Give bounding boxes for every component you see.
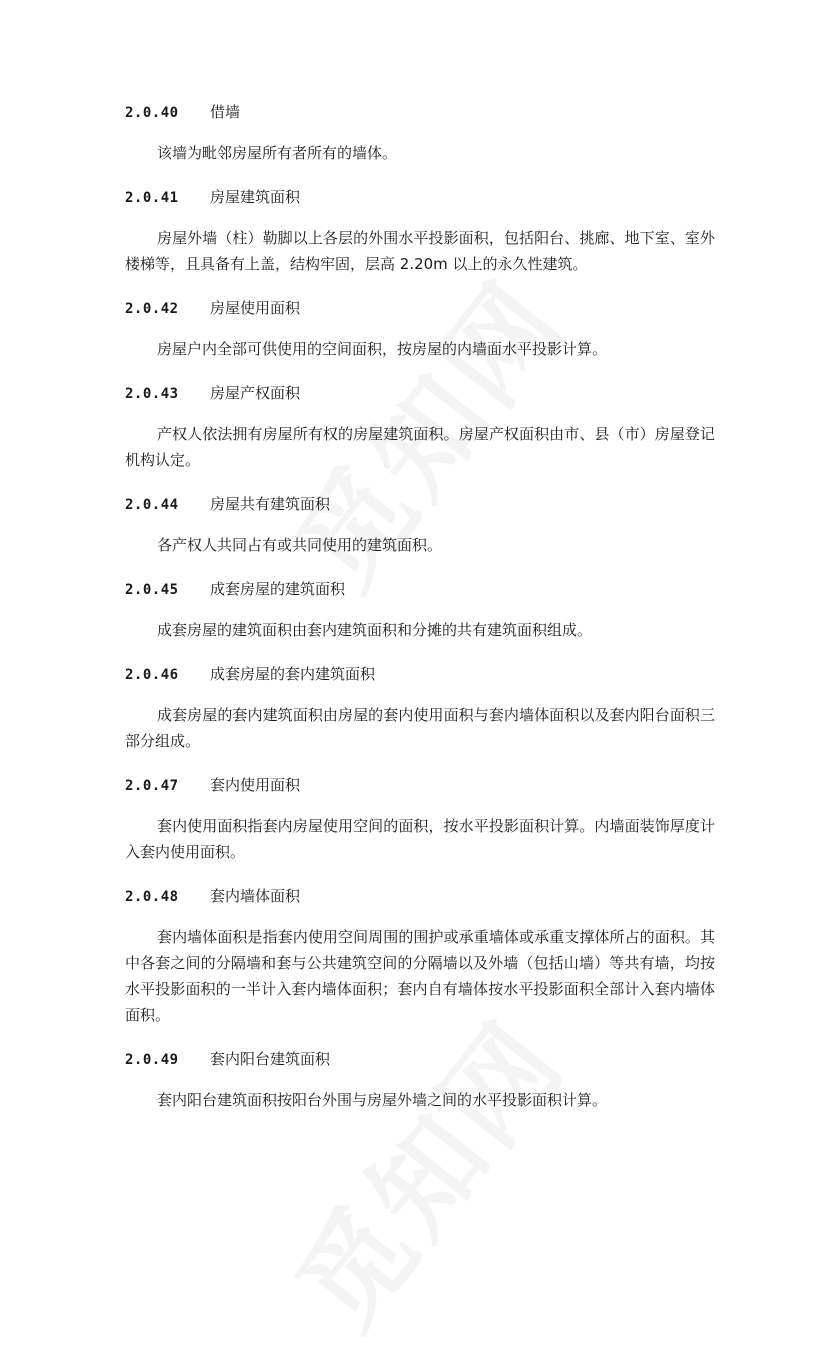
term-definition: 成套房屋的建筑面积由套内建筑面积和分摊的共有建筑面积组成。 [157,621,593,639]
definition-entry [125,379,715,473]
term-title: 借墙 [210,103,241,121]
definition-entry [125,575,715,643]
term-title: 房屋共有建筑面积 [210,495,331,513]
clause-number: 2.0.41 [125,190,179,206]
entry-heading [125,294,715,322]
entry-heading [125,575,715,603]
term-title: 成套房屋的套内建筑面积 [210,665,376,683]
clause-number: 2.0.45 [125,582,179,598]
term-definition: 套内使用面积指套内房屋使用空间的面积，按水平投影面积计算。内墙面装饰厚度计入套内使用面积。 [125,817,715,861]
clause-number: 2.0.42 [125,301,179,317]
definition-entry [125,183,715,277]
term-title: 套内阳台建筑面积 [210,1050,331,1068]
term-title: 套内墙体面积 [210,887,301,905]
definition-entry [125,1045,715,1113]
clause-number: 2.0.44 [125,497,179,513]
term-definition: 套内墙体面积是指套内使用空间周围的围护或承重墙体或承重支撑体所占的面积。其中各套之间的分隔墙和套与公共建筑空间的分隔墙以及外墙（包括山墙）等共有墙，均按水平投影面积的一半计入套内墙体面积；套内自有墙体按水平投影面积全部计入套内墙体面积。 [125,928,715,1024]
term-definition: 房屋外墙（柱）勒脚以上各层的外围水平投影面积，包括阳台、挑廊、地下室、室外楼梯等，且具备有上盖，结构牢固，层高 2.20m 以上的永久性建筑。 [125,229,715,273]
term-definition: 房屋户内全部可供使用的空间面积，按房屋的内墙面水平投影计算。 [157,340,608,358]
definition-entry [125,490,715,558]
clause-number: 2.0.47 [125,778,179,794]
term-definition: 套内阳台建筑面积按阳台外围与房屋外墙之间的水平投影面积计算。 [157,1091,608,1109]
term-definition: 产权人依法拥有房屋所有权的房屋建筑面积。房屋产权面积由市、县（市）房屋登记机构认定。 [125,425,715,469]
clause-number: 2.0.40 [125,105,179,121]
entry-heading [125,183,715,211]
clause-number: 2.0.49 [125,1052,179,1068]
definitions-list [125,98,715,1113]
term-title: 套内使用面积 [210,776,301,794]
term-title: 成套房屋的建筑面积 [210,580,346,598]
term-definition: 各产权人共同占有或共同使用的建筑面积。 [157,536,443,554]
entry-heading [125,660,715,688]
entry-heading [125,882,715,910]
definition-entry [125,882,715,1028]
term-definition: 成套房屋的套内建筑面积由房屋的套内使用面积与套内墙体面积以及套内阳台面积三部分组成。 [125,706,715,750]
term-title: 房屋建筑面积 [210,188,301,206]
clause-number: 2.0.43 [125,386,179,402]
entry-heading [125,1045,715,1073]
definition-entry [125,771,715,865]
clause-number: 2.0.48 [125,889,179,905]
clause-number: 2.0.46 [125,667,179,683]
definition-entry [125,294,715,362]
definition-entry [125,660,715,754]
entry-heading [125,379,715,407]
term-definition: 该墙为毗邻房屋所有者所有的墙体。 [157,144,398,162]
term-title: 房屋产权面积 [210,384,301,402]
entry-heading [125,490,715,518]
definition-entry [125,98,715,166]
term-title: 房屋使用面积 [210,299,301,317]
entry-heading [125,771,715,799]
entry-heading [125,98,715,126]
